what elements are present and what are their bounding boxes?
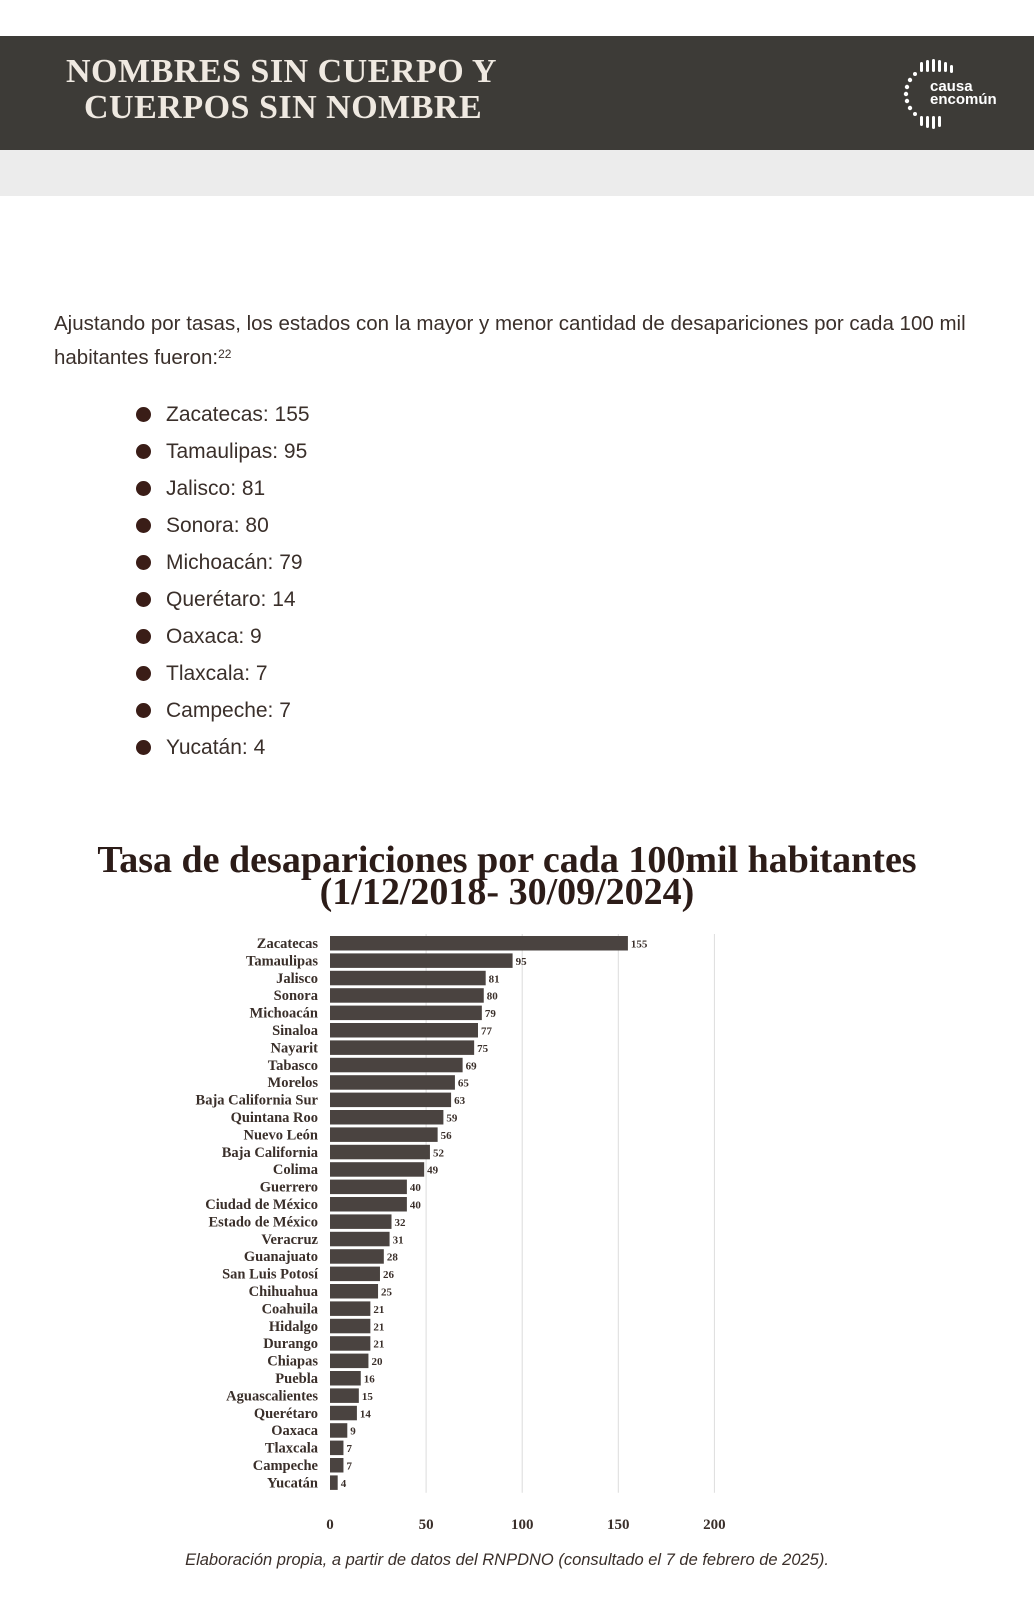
value-label: 16 (363, 1373, 375, 1386)
category-label: Durango (263, 1336, 318, 1353)
category-label: Tabasco (267, 1057, 318, 1074)
value-label: 77 (480, 1025, 492, 1038)
bar (330, 1371, 361, 1386)
category-label: Oaxaca (271, 1423, 318, 1440)
value-label: 4 (340, 1477, 347, 1490)
category-label: Ciudad de México (205, 1197, 318, 1213)
value-label: 59 (446, 1112, 458, 1125)
bar (330, 953, 513, 968)
bar (330, 1232, 390, 1247)
title-line-1: NOMBRES SIN CUERPO Y (66, 53, 497, 90)
value-label: 7 (346, 1443, 352, 1456)
x-tick-label: 200 (703, 1516, 726, 1532)
bar (330, 1388, 359, 1403)
footnote-ref[interactable]: 22 (218, 347, 232, 361)
x-tick-label: 150 (607, 1516, 630, 1532)
chart-title: Tasa de desapariciones por cada 100mil habitantes (97, 839, 917, 881)
category-label: Puebla (275, 1371, 318, 1387)
bar (330, 1458, 343, 1473)
value-label: 26 (382, 1269, 394, 1282)
category-label: Sonora (273, 988, 318, 1005)
bar (330, 1336, 370, 1351)
category-label: Jalisco (276, 970, 318, 987)
value-label: 20 (371, 1356, 383, 1369)
category-label: Morelos (267, 1075, 318, 1092)
list-item: Jalisco: 81 (134, 470, 310, 507)
bar (330, 1354, 368, 1369)
category-label: Aguascalientes (226, 1388, 318, 1405)
bar (330, 1406, 357, 1421)
chart-caption: Elaboración propia, a partir de datos del RNPDNO (consultado el 7 de febrero de 2025). (185, 1551, 829, 1569)
bar (330, 1040, 474, 1055)
bar (330, 1058, 463, 1073)
bullet-icon (136, 629, 151, 644)
value-label: 28 (386, 1251, 398, 1264)
value-label: 49 (427, 1164, 439, 1177)
bar (330, 1075, 455, 1090)
bullet-icon (136, 407, 151, 422)
bar (330, 1006, 482, 1021)
value-label: 75 (477, 1042, 489, 1055)
chart-subtitle: (1/12/2018- 30/09/2024) (319, 871, 695, 913)
value-label: 32 (394, 1216, 406, 1229)
value-label: 7 (346, 1460, 352, 1473)
title-line-2: CUERPOS SIN NOMBRE (84, 89, 483, 126)
bullet-icon (136, 555, 151, 570)
category-label: Nuevo León (243, 1127, 318, 1144)
category-label: Guerrero (259, 1179, 318, 1196)
bar (330, 1475, 338, 1490)
x-tick-label: 50 (418, 1516, 434, 1532)
category-label: Michoacán (249, 1005, 318, 1022)
list-item: Querétaro: 14 (134, 581, 310, 618)
category-label: Tlaxcala (264, 1440, 318, 1457)
value-label: 40 (409, 1182, 421, 1195)
list-item: Michoacán: 79 (134, 544, 310, 581)
value-label: 65 (457, 1077, 469, 1090)
list-item: Zacatecas: 155 (134, 396, 310, 433)
value-label: 155 (630, 938, 648, 951)
value-label: 52 (432, 1147, 444, 1160)
category-label: San Luis Potosí (222, 1266, 318, 1283)
category-label: Campeche (252, 1458, 318, 1474)
bar (330, 971, 486, 986)
category-label: Chiapas (267, 1353, 318, 1370)
value-label: 21 (373, 1321, 385, 1334)
bar (330, 988, 484, 1003)
bar (330, 1197, 407, 1212)
value-label: 21 (373, 1338, 385, 1351)
bar (330, 1162, 424, 1177)
bullet-icon (136, 518, 151, 533)
list-item: Campeche: 7 (134, 692, 310, 729)
state-rate-list (134, 396, 310, 766)
page-title (66, 54, 497, 126)
bar (330, 936, 628, 951)
category-label: Hidalgo (268, 1318, 318, 1335)
category-label: Baja California (221, 1144, 318, 1161)
category-label: Coahuila (261, 1301, 318, 1318)
bar (330, 1110, 443, 1125)
logo-text: causa encomún (930, 78, 997, 108)
category-label: Zacatecas (256, 936, 318, 952)
category-label: Sinaloa (272, 1023, 318, 1039)
value-label: 14 (359, 1408, 371, 1421)
bullet-icon (136, 444, 151, 459)
category-label: Colima (272, 1162, 318, 1179)
bar (330, 1249, 384, 1264)
list-item: Tamaulipas: 95 (134, 433, 310, 470)
sub-header-bar (0, 150, 1034, 196)
bar (330, 1267, 380, 1282)
category-label: Nayarit (270, 1040, 318, 1057)
value-label: 79 (484, 1008, 496, 1021)
category-label: Tamaulipas (246, 953, 318, 970)
x-tick-label: 0 (326, 1516, 334, 1532)
category-label: Veracruz (261, 1231, 318, 1248)
category-label: Chihuahua (248, 1284, 318, 1300)
bar (330, 1423, 347, 1438)
value-label: 31 (392, 1234, 404, 1247)
value-label: 80 (486, 990, 498, 1003)
list-item: Oaxaca: 9 (134, 618, 310, 655)
bullet-icon (136, 592, 151, 607)
value-label: 56 (440, 1129, 452, 1142)
bullet-icon (136, 666, 151, 681)
category-label: Baja California Sur (195, 1092, 318, 1109)
bar-chart (0, 920, 1034, 1532)
bar (330, 1023, 478, 1038)
x-tick-label: 100 (510, 1516, 534, 1532)
category-label: Yucatán (266, 1475, 318, 1492)
value-label: 9 (350, 1425, 356, 1438)
category-label: Guanajuato (243, 1249, 318, 1266)
value-label: 15 (361, 1390, 373, 1403)
list-item: Yucatán: 4 (134, 729, 310, 766)
value-label: 63 (454, 1095, 466, 1108)
value-label: 95 (515, 955, 527, 968)
bar (330, 1093, 451, 1108)
bar (330, 1284, 378, 1299)
list-item: Sonora: 80 (134, 507, 310, 544)
value-label: 40 (409, 1199, 421, 1212)
value-label: 21 (373, 1303, 385, 1316)
bullet-icon (136, 481, 151, 496)
category-label: Quintana Roo (230, 1110, 318, 1126)
category-label: Estado de México (208, 1214, 318, 1231)
bullet-icon (136, 740, 151, 755)
bar (330, 1145, 430, 1160)
bar (330, 1180, 407, 1195)
bar (330, 1319, 370, 1334)
bar (330, 1127, 438, 1142)
value-label: 69 (465, 1060, 477, 1073)
value-label: 81 (488, 973, 500, 986)
bar (330, 1441, 343, 1456)
bar (330, 1214, 392, 1229)
category-label: Querétaro (253, 1405, 318, 1422)
bullet-icon (136, 703, 151, 718)
intro-paragraph: Ajustando por tasas, los estados con la mayor y menor cantidad de desapariciones por cada 100 mil habitantes fueron:$^{22}$ (54, 312, 966, 369)
list-item: Tlaxcala: 7 (134, 655, 310, 692)
bar (330, 1301, 370, 1316)
value-label: 25 (381, 1286, 393, 1299)
